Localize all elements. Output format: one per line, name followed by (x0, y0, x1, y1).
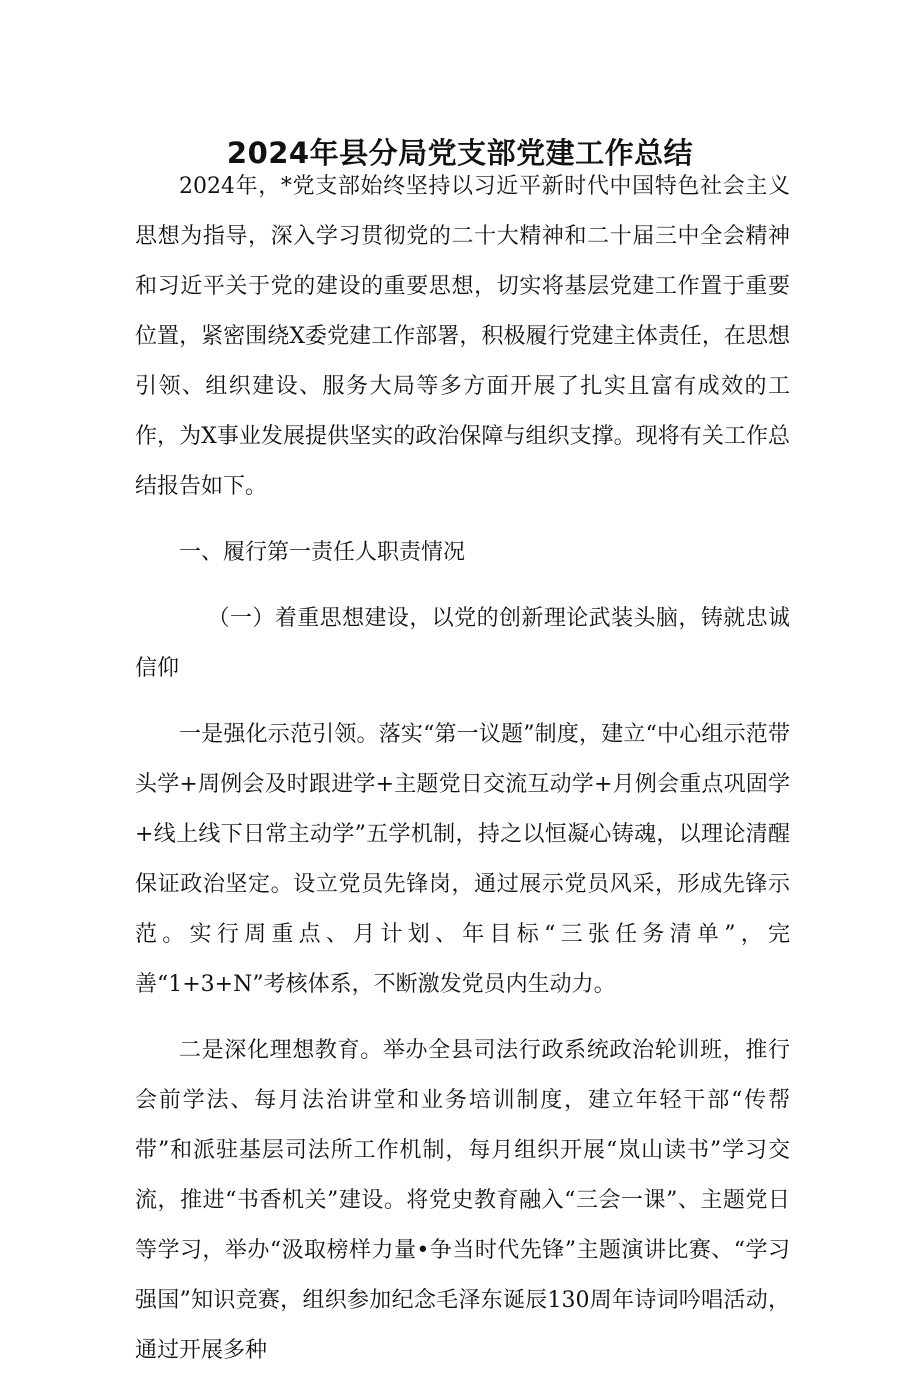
body-paragraph-1: 一是强化示范引领。落实“第一议题”制度，建立“中心组示范带头学+周例会及时跟进学+主题党日交流互动学+月例会重点巩固学+线上线下日常主动学”五学机制，持之以恒凝心铸魂，以理论清醒保证政治坚定。设立党员先锋岗，通过展示党员风采，形成先锋示范。实行周重点、月计划、年目标“三张任务清单”，完善“1+3+N”考核体系，不断激发党员内生动力。 (135, 722, 790, 997)
section-heading: 一、履行第一责任人职责情况 (179, 540, 466, 565)
body-paragraph-2: 二是深化理想教育。举办全县司法行政系统政治轮训班，推行会前学法、每月法治讲堂和业务培训制度，建立年轻干部“传帮带”和派驻基层司法所工作机制，每月组织开展“岚山读书”学习交流，推进“书香机关”建设。将党史教育融入“三会一课”、主题党日等学习，举办“汲取榜样力量•争当时代先锋”主题演讲比赛、“学习强国”知识竞赛，组织参加纪念毛泽东诞辰130周年诗词吟唱活动，通过开展多种 (135, 1038, 790, 1363)
document-body (135, 162, 790, 1392)
document-title: 2024年县分局党支部党建工作总结 (226, 136, 694, 171)
subsection-heading: （一）着重思想建设，以党的创新理论武装头脑，铸就忠诚信仰 (135, 606, 790, 681)
intro-paragraph: 2024年，*党支部始终坚持以习近平新时代中国特色社会主义思想为指导，深入学习贯彻党的二十大精神和二十届三中全会精神和习近平关于党的建设的重要思想，切实将基层党建工作置于重要位置，紧密围绕X委党建工作部署，积极履行党建主体责任，在思想引领、组织建设、服务大局等多方面开展了扎实且富有成效的工作，为X事业发展提供坚实的政治保障与组织支撑。现将有关工作总结报告如下。 (135, 174, 790, 499)
